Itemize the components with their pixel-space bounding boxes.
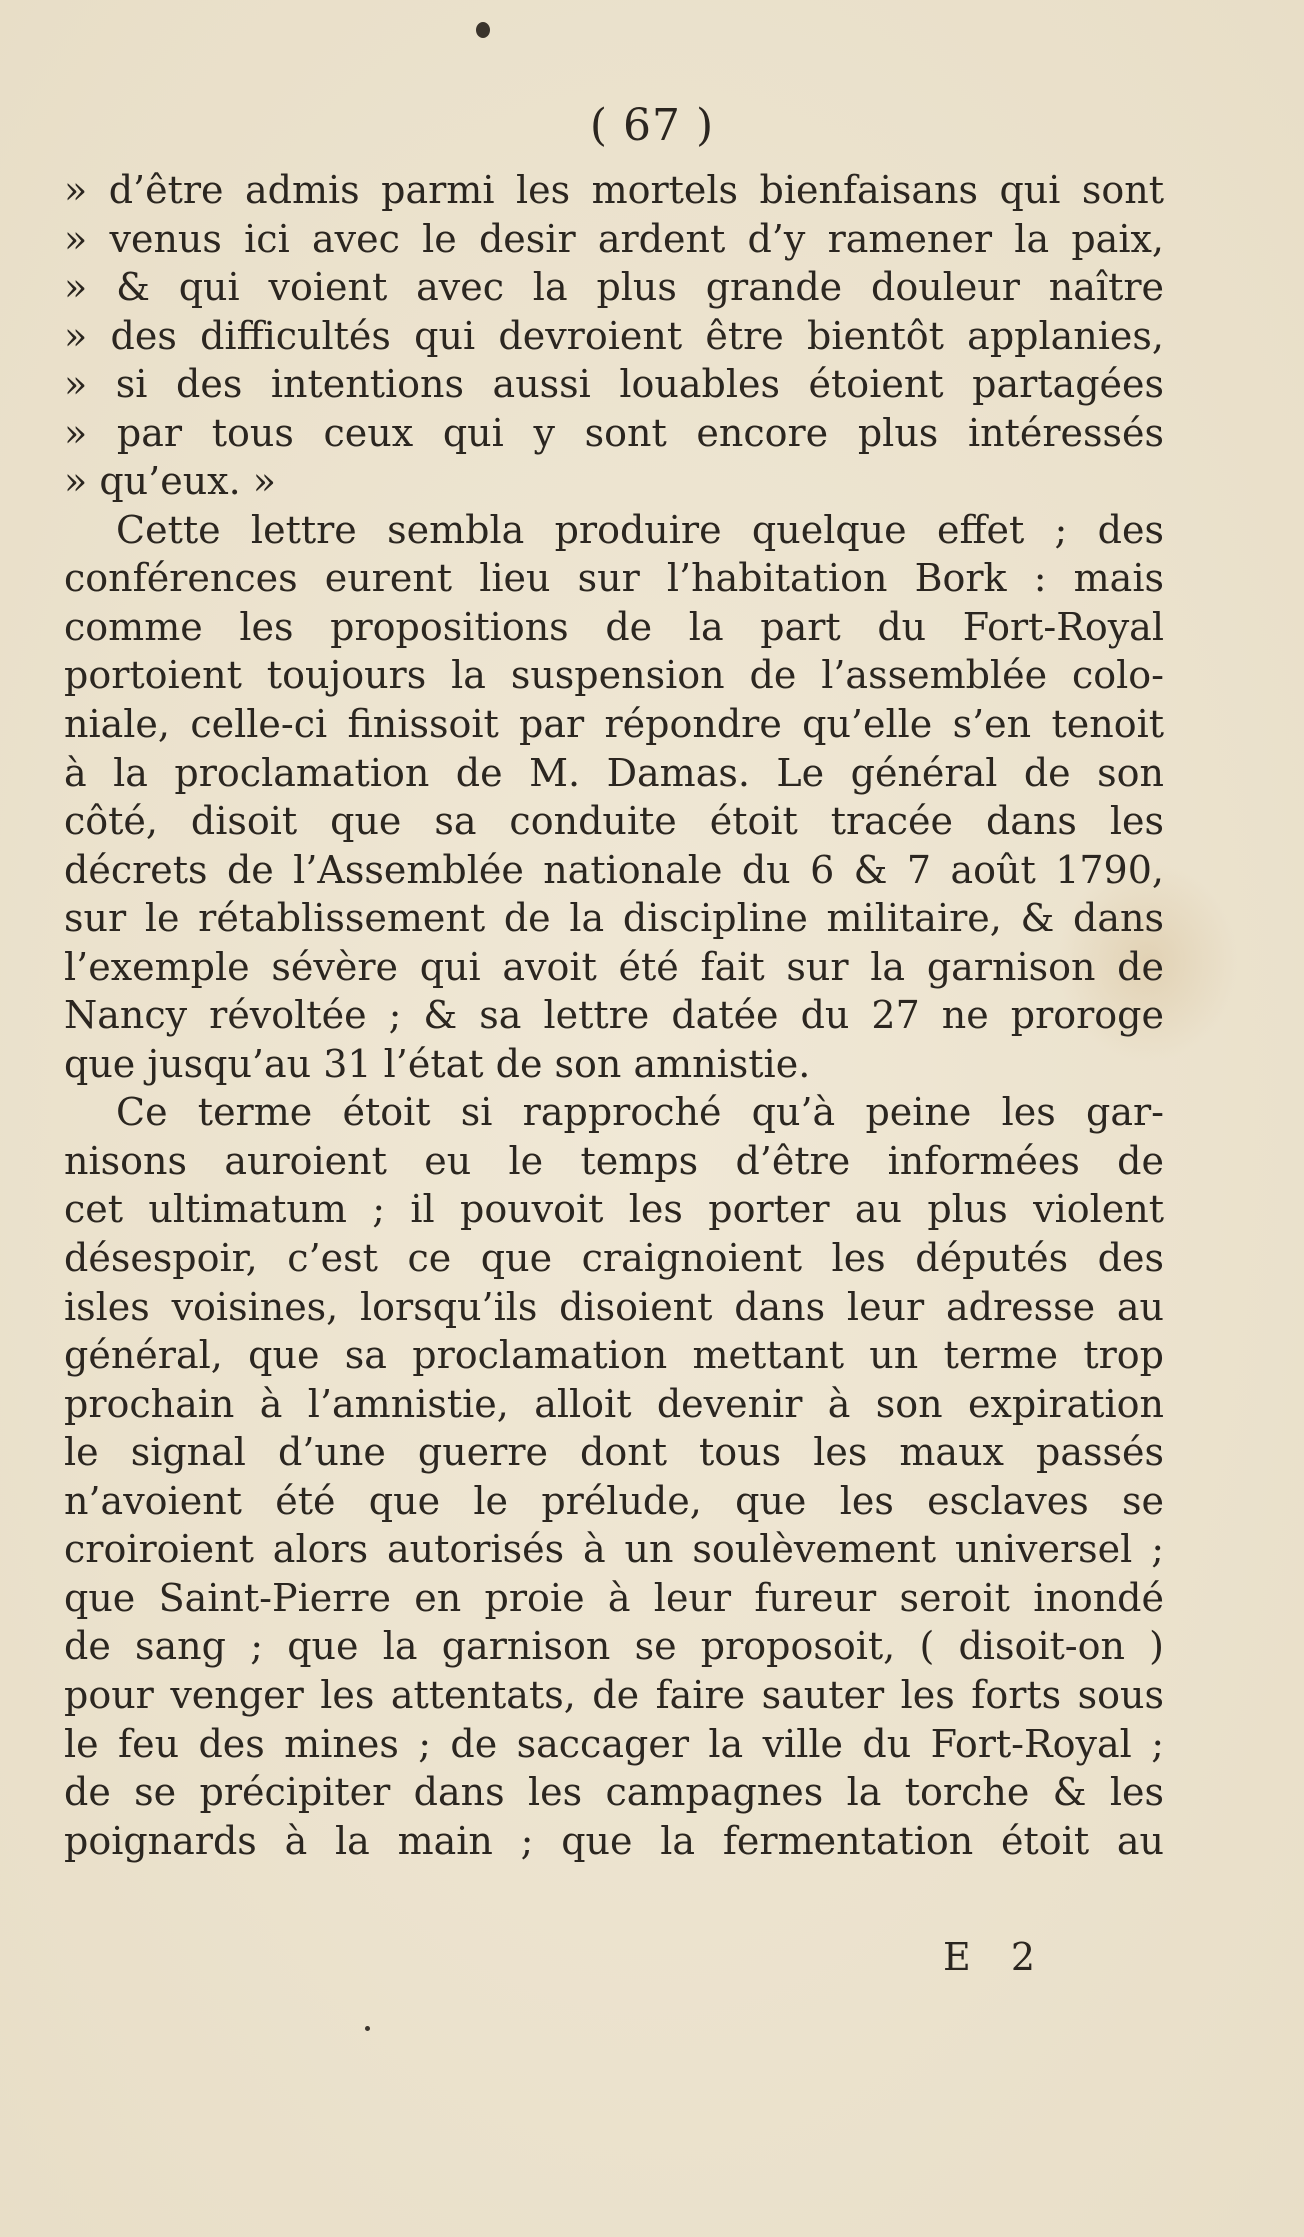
body-text — [64, 166, 1164, 1865]
text-line: désespoir, c’est ce que craignoient les députés des — [64, 1236, 1164, 1281]
text-line: cet ultimatum ; il pouvoit les porter au plus violent — [64, 1187, 1164, 1232]
text-line: » qu’eux. » — [64, 459, 277, 504]
text-line: côté, disoit que sa conduite étoit tracée dans les — [64, 799, 1164, 844]
text-line: pour venger les attentats, de faire sauter les forts sous — [64, 1672, 1164, 1717]
text-line: niale, celle-ci finissoit par répondre qu’elle s’en tenoit — [64, 702, 1164, 747]
text-line: l’exemple sévère qui avoit été fait sur la garnison de — [64, 944, 1164, 989]
text-line: que Saint-Pierre en proie à leur fureur seroit inondé — [64, 1575, 1164, 1620]
text-line: Nancy révoltée ; & sa lettre datée du 27 ne proroge — [64, 993, 1164, 1038]
text-line: » si des intentions aussi louables étoient partagées — [64, 362, 1164, 407]
text-line: portoient toujours la suspension de l’assemblée colo- — [64, 653, 1164, 698]
ink-spot — [476, 22, 490, 38]
text-line: prochain à l’amnistie, alloit devenir à son expiration — [64, 1381, 1164, 1426]
text-line: sur le rétablissement de la discipline militaire, & dans — [64, 896, 1164, 941]
text-line: à la proclamation de M. Damas. Le général de son — [64, 750, 1164, 795]
text-line: général, que sa proclamation mettant un terme trop — [64, 1333, 1164, 1378]
text-line: nisons auroient eu le temps d’être informées de — [64, 1138, 1164, 1183]
text-line: Ce terme étoit si rapproché qu’à peine les gar- — [116, 1090, 1164, 1135]
text-line: croiroient alors autorisés à un soulèvement universel ; — [64, 1527, 1164, 1572]
text-line: » par tous ceux qui y sont encore plus intéressés — [64, 410, 1164, 455]
text-line: isles voisines, lorsqu’ils disoient dans leur adresse au — [64, 1284, 1164, 1329]
page-number: ( 67 ) — [589, 100, 715, 151]
text-line: de sang ; que la garnison se proposoit, ( disoit-on ) — [64, 1624, 1164, 1669]
text-line: comme les propositions de la part du Fort-Royal — [64, 604, 1164, 649]
ink-speck — [365, 2026, 370, 2031]
text-line: » des difficultés qui devroient être bientôt applanies, — [64, 313, 1164, 358]
text-line: conférences eurent lieu sur l’habitation Bork : mais — [64, 556, 1164, 601]
text-line: » d’être admis parmi les mortels bienfaisans qui sont — [64, 168, 1164, 212]
text-line: que jusqu’au 31 l’état de son amnistie. — [64, 1041, 811, 1086]
text-line: » & qui voient avec la plus grande douleur naître — [64, 265, 1164, 310]
text-line: de se précipiter dans les campagnes la torche & les — [64, 1770, 1164, 1815]
text-line: poignards à la main ; que la fermentation étoit au — [64, 1818, 1164, 1863]
text-line: Cette lettre sembla produire quelque effet ; des — [116, 507, 1164, 552]
text-line: le feu des mines ; de saccager la ville du Fort-Royal ; — [64, 1721, 1164, 1766]
text-line: le signal d’une guerre dont tous les maux passés — [64, 1430, 1164, 1475]
signature-mark: E 2 — [943, 1935, 1049, 1979]
text-line: n’avoient été que le prélude, que les esclaves se — [64, 1478, 1164, 1523]
text-line: décrets de l’Assemblée nationale du 6 & 7 août 1790, — [64, 847, 1164, 892]
text-line: » venus ici avec le desir ardent d’y ramener la paix, — [64, 216, 1164, 261]
